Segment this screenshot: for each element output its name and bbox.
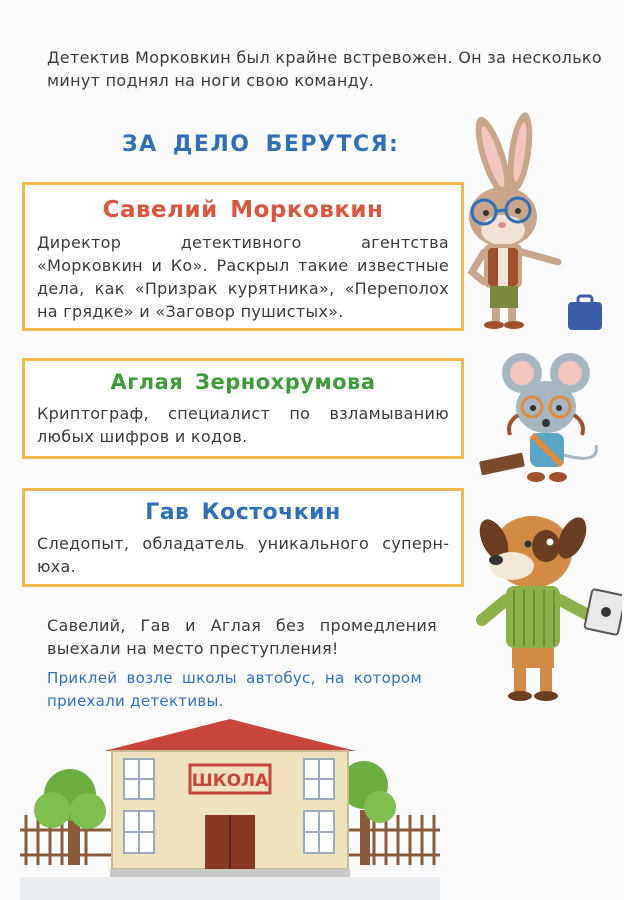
card-name: Савелий Морковкин — [102, 197, 384, 223]
mouse-cryptographer-illustration — [470, 345, 620, 495]
card-name: Гав Косточкин — [145, 500, 341, 525]
task-instruction: Приклей возле школы автобус, на котором приехали детективы. — [47, 669, 422, 710]
school-sign: ШКОЛА — [191, 771, 269, 791]
card-savely — [22, 182, 464, 331]
dog-tracker-illustration — [472, 500, 622, 705]
school-building-illustration — [20, 715, 440, 900]
card-description: Следопыт, обладатель уникального супернюха. — [37, 534, 449, 576]
intro-paragraph: Детектив Морковкин был крайне встревожен. Он за несколько минут поднял на ноги свою команду. — [47, 48, 602, 90]
card-gav — [22, 488, 464, 587]
rabbit-detective-illustration — [448, 112, 618, 337]
section-heading: ЗА ДЕЛО БЕРУТСЯ: — [122, 132, 400, 157]
card-description: Директор детективного агентства «Морковкин и Ко». Раскрыл такие известные дела, как «Призрак курятника», «Переполох на грядке» и «Заговор пушистых». — [37, 233, 449, 321]
card-aglaya — [22, 358, 464, 459]
card-description: Криптограф, специалист по взламыванию любых шифров и кодов. — [37, 404, 449, 446]
card-name: Аглая Зернохрумова — [110, 370, 376, 394]
outro-paragraph: Савелий, Гав и Аглая без промедления выехали на место преступления! — [47, 616, 437, 658]
